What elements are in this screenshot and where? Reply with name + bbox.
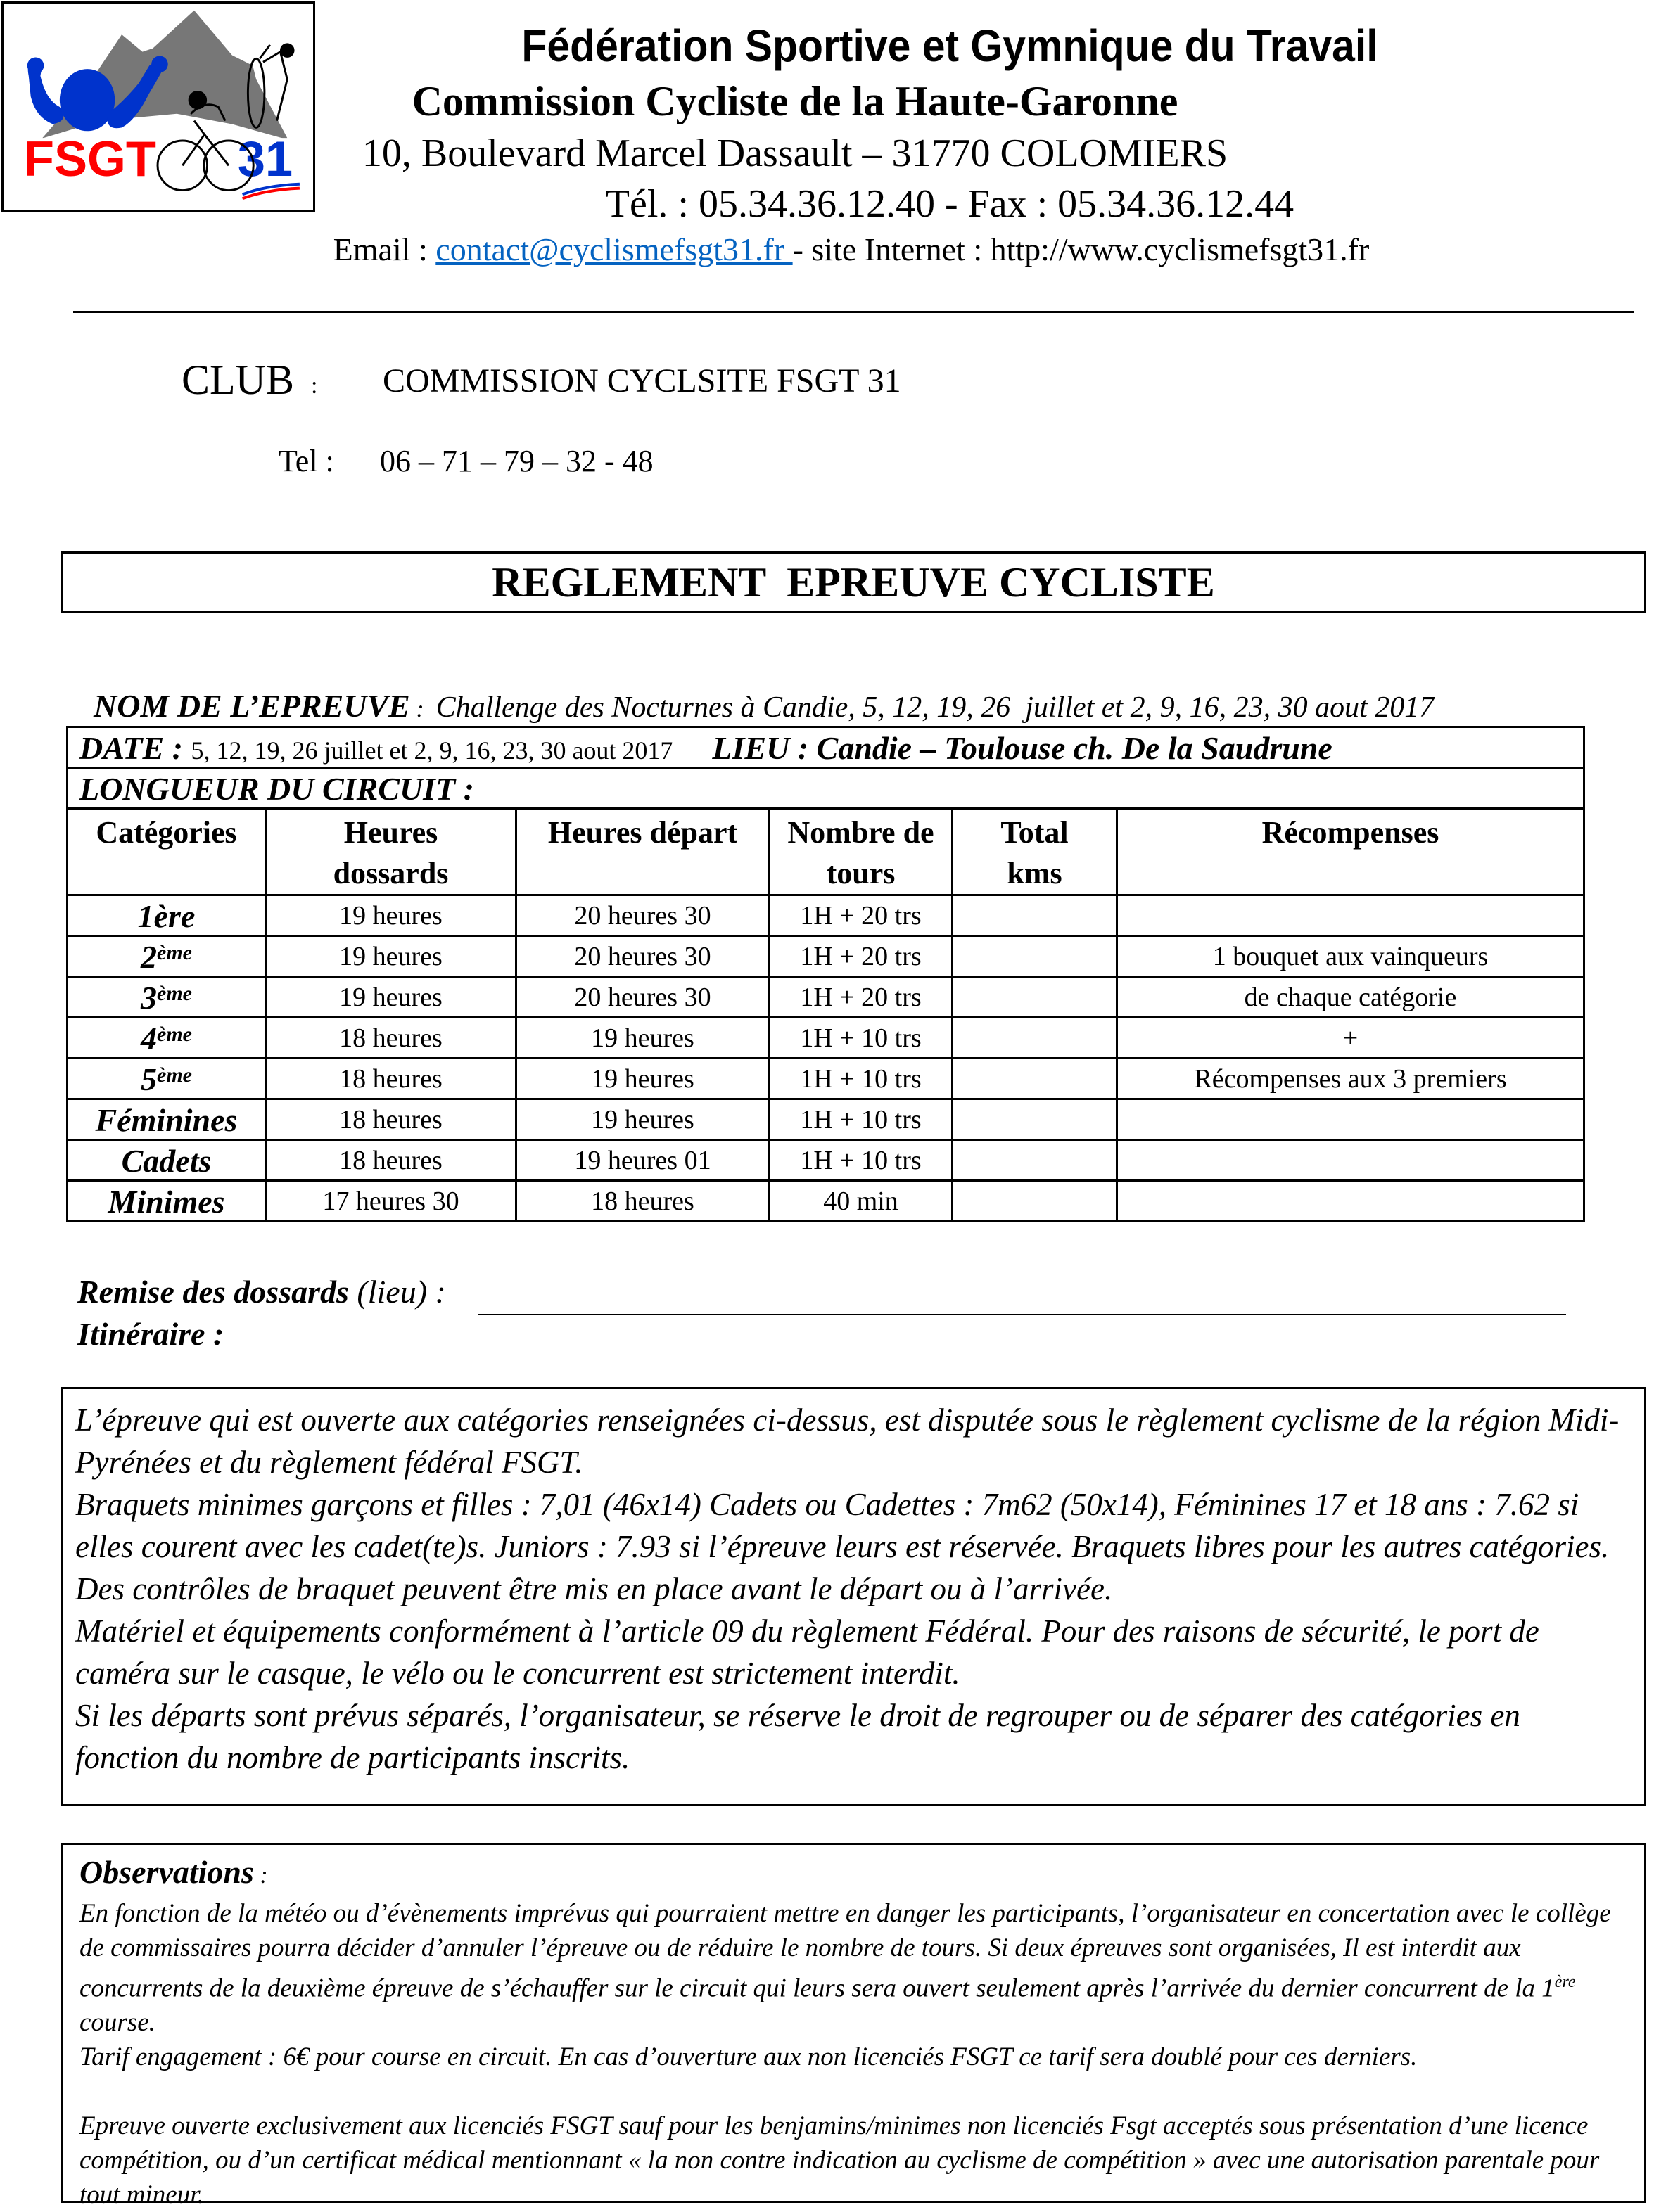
recompense-cell: Récompenses aux 3 premiers: [1117, 1059, 1584, 1099]
dossards-cell: 19 heures: [266, 977, 516, 1018]
email-link[interactable]: contact@cyclismefsgt31.fr: [435, 231, 793, 267]
header-heures-depart: Heures départ: [516, 809, 770, 895]
logo-fsgt-text: FSGT: [23, 131, 157, 186]
table-header-row: [68, 809, 1584, 895]
dossards-cell: 17 heures 30: [266, 1181, 516, 1222]
remise-label: Remise des dossards: [77, 1274, 349, 1310]
club-name: COMMISSION CYCLSITE FSGT 31: [383, 362, 901, 399]
kms-cell: [953, 936, 1117, 977]
tel-label: Tel :: [279, 444, 334, 478]
observation-paragraph: Epreuve ouverte exclusivement aux licenciés FSGT sauf pour les benjamins/minimes non licenciés Fsgt acceptés sous présentation d’une licence compétition, ou d’un certificat médical mentionnant « la non contre indication au cyclisme de compétition » avec une autorisation parentale pour tout mineur.: [79, 2111, 1600, 2210]
category-cell: 5ème: [68, 1059, 266, 1099]
observations-box: [61, 1843, 1646, 2210]
remise-label-rest: (lieu) :: [348, 1274, 446, 1310]
reglement-title: REGLEMENT EPREUVE CYCLISTE: [61, 551, 1646, 613]
club-label: CLUB: [182, 357, 295, 403]
kms-cell: [953, 1181, 1117, 1222]
address: 10, Boulevard Marcel Dassault – 31770 COLOMIERS: [362, 132, 1228, 175]
logo-red-stripe: [243, 188, 300, 199]
recompense-cell: 1 bouquet aux vainqueurs: [1117, 936, 1584, 977]
dossards-cell: 19 heures: [266, 936, 516, 977]
remise-blank-line: [478, 1314, 1566, 1315]
header-divider: [73, 311, 1634, 313]
dossards-cell: 18 heures: [266, 1059, 516, 1099]
depart-cell: 20 heures 30: [516, 936, 770, 977]
tours-cell: 40 min: [770, 1181, 953, 1222]
longueur-row: [68, 769, 1584, 809]
nom-epreuve: [77, 650, 1434, 724]
commission-name: Commission Cycliste de la Haute-Garonne: [412, 78, 1178, 124]
category-cell: 4ème: [68, 1018, 266, 1059]
category-cell: 1ère: [68, 895, 266, 936]
observation-paragraph: En fonction de la météo ou d’évènements imprévus qui pourraient mettre en danger les participants, l’organisateur en concertation avec le collège de commissaires pourra décider d’annuler l’épreuve ou de réduire le nombre de tours. Si deux épreuves sont organisées, Il est interdit aux concurrents de la deuxième épreuve de s’échauffer sur le circuit qui leurs sera ouvert seulement après l’arrivée du dernier concurrent de la 1ère course.: [79, 1899, 1611, 2038]
website-text: - site Internet : http://www.cyclismefsgt31.fr: [792, 231, 1370, 267]
depart-cell: 18 heures: [516, 1181, 770, 1222]
dossards-cell: 18 heures: [266, 1018, 516, 1059]
header-heures-dossards: Heures dossards: [266, 809, 516, 895]
tours-cell: 1H + 10 trs: [770, 1018, 953, 1059]
kms-cell: [953, 1059, 1117, 1099]
date-value: 5, 12, 19, 26 juillet et 2, 9, 16, 23, 30 aout 2017: [191, 736, 673, 765]
dossards-cell: 19 heures: [266, 895, 516, 936]
date-label: DATE :: [79, 729, 191, 766]
logo-31-text: 31: [237, 131, 293, 186]
depart-cell: 19 heures 01: [516, 1140, 770, 1181]
table-row: [68, 1140, 1584, 1181]
phone-fax: Tél. : 05.34.36.12.40 - Fax : 05.34.36.12.44: [605, 182, 1294, 226]
nom-epreuve-value: Challenge des Nocturnes à Candie, 5, 12, 19, 26 juillet et 2, 9, 16, 23, 30 aout 2017: [435, 691, 1435, 724]
spacer: [79, 2074, 1627, 2109]
tours-cell: 1H + 10 trs: [770, 1140, 953, 1181]
tours-cell: 1H + 20 trs: [770, 895, 953, 936]
longueur-label: LONGUEUR DU CIRCUIT :: [68, 769, 1584, 809]
dossards-cell: 18 heures: [266, 1140, 516, 1181]
table-row: [68, 1181, 1584, 1222]
category-cell: Féminines: [68, 1099, 266, 1140]
nom-epreuve-label: NOM DE L’EPREUVE: [94, 688, 410, 724]
recompense-cell: de chaque catégorie: [1117, 977, 1584, 1018]
lieu-label: LIEU : Candie – Toulouse ch. De la Saudrune: [712, 729, 1332, 766]
date-row: [68, 727, 1584, 769]
table-row: [68, 1018, 1584, 1059]
depart-cell: 20 heures 30: [516, 977, 770, 1018]
rules-box: [61, 1387, 1646, 1806]
depart-cell: 20 heures 30: [516, 895, 770, 936]
recompense-cell: [1117, 1099, 1584, 1140]
rule-paragraph: Si les départs sont prévus séparés, l’organisateur, se réserve le droit de regrouper ou de séparer des catégories en fonction du nombre de participants inscrits.: [75, 1698, 1520, 1775]
table-row: [68, 977, 1584, 1018]
rule-paragraph: Matériel et équipements conformément à l’article 09 du règlement Fédéral. Pour des raisons de sécurité, le port de caméra sur le casque, le vélo ou le concurrent est strictement interdit.: [75, 1613, 1539, 1691]
tours-cell: 1H + 20 trs: [770, 977, 953, 1018]
category-cell: Minimes: [68, 1181, 266, 1222]
club-colon: :: [311, 373, 318, 399]
kms-cell: [953, 977, 1117, 1018]
tours-cell: 1H + 20 trs: [770, 936, 953, 977]
kms-cell: [953, 1099, 1117, 1140]
contact-line: [0, 231, 1673, 268]
email-label: Email :: [333, 231, 436, 267]
nom-epreuve-colon: :: [409, 696, 436, 722]
itineraire-label: Itinéraire :: [77, 1316, 224, 1352]
observations-title: Observations :: [79, 1854, 268, 1890]
category-cell: 2ème: [68, 936, 266, 977]
table-row: [68, 895, 1584, 936]
depart-cell: 19 heures: [516, 1059, 770, 1099]
tours-cell: 1H + 10 trs: [770, 1099, 953, 1140]
rule-paragraph: Braquets minimes garçons et filles : 7,01 (46x14) Cadets ou Cadettes : 7m62 (50x14), Féminines 17 et 18 ans : 7.62 si elles courent avec les cadet(te)s. Juniors : 7.93 si l’épreuve leurs est réservée. Braquets libres pour les autres catégories. Des contrôles de braquet peuvent être mis en place avant le départ ou à l’arrivée.: [75, 1487, 1610, 1606]
dossards-cell: 18 heures: [266, 1099, 516, 1140]
recompense-cell: [1117, 895, 1584, 936]
depart-cell: 19 heures: [516, 1018, 770, 1059]
remise-dossards: [77, 1273, 446, 1310]
header-recompenses: Récompenses: [1117, 809, 1584, 895]
header-nombre-tours: Nombre de tours: [770, 809, 953, 895]
federation-title: Fédération Sportive et Gymnique du Travail: [521, 20, 1378, 71]
kms-cell: [953, 1018, 1117, 1059]
kms-cell: [953, 895, 1117, 936]
depart-cell: 19 heures: [516, 1099, 770, 1140]
logo-graphic: [4, 4, 313, 210]
category-cell: 3ème: [68, 977, 266, 1018]
table-row: [68, 1099, 1584, 1140]
tours-cell: 1H + 10 trs: [770, 1059, 953, 1099]
table-row: [68, 936, 1584, 977]
recompense-cell: [1117, 1140, 1584, 1181]
observation-paragraph: Tarif engagement : 6€ pour course en circuit. En cas d’ouverture aux non licenciés FSGT ce tarif sera doublé pour ces derniers.: [79, 2042, 1418, 2072]
tel-value: 06 – 71 – 79 – 32 - 48: [380, 444, 654, 478]
header-categories: Catégories: [68, 809, 266, 895]
header-total-kms: Total kms: [953, 809, 1117, 895]
recompense-cell: +: [1117, 1018, 1584, 1059]
rule-paragraph: L’épreuve qui est ouverte aux catégories renseignées ci-dessus, est disputée sous le règlement cyclisme de la région Midi-Pyrénées et du règlement fédéral FSGT.: [75, 1402, 1620, 1480]
schedule-table: [66, 726, 1585, 1222]
kms-cell: [953, 1140, 1117, 1181]
table-row: [68, 1059, 1584, 1099]
category-cell: Cadets: [68, 1140, 266, 1181]
date-cell: [68, 727, 1584, 769]
recompense-cell: [1117, 1181, 1584, 1222]
